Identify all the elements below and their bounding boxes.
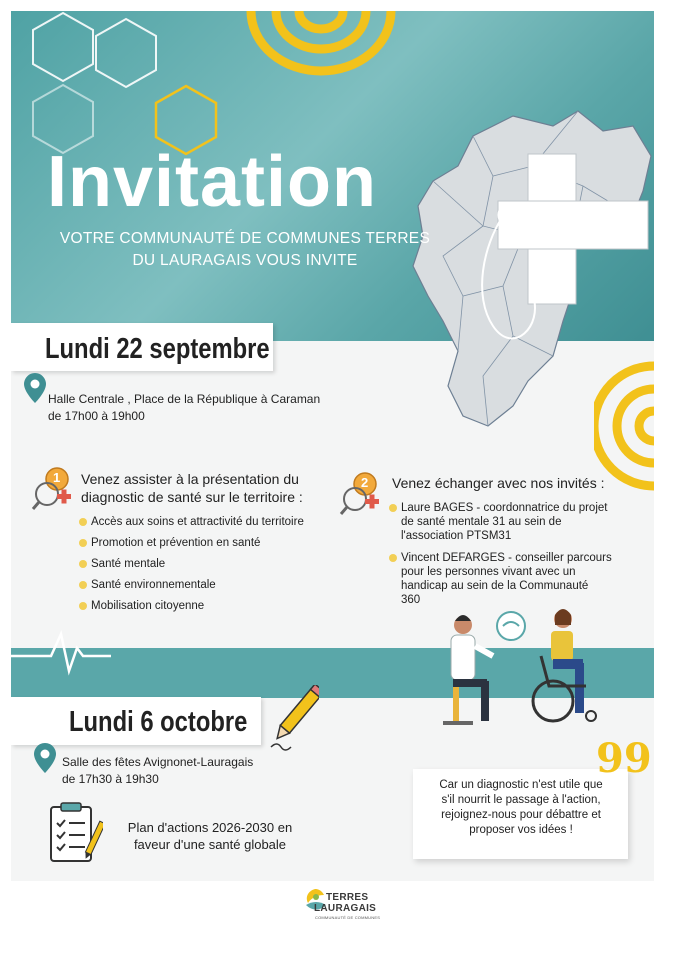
list-item: Promotion et prévention en santé [79,536,304,550]
list-item: Santé mentale [79,557,304,571]
section1-list [79,515,304,613]
clipboard-checklist-icon [45,801,103,867]
guest-2-line-2: pour les personnes vivant avec un [401,566,576,578]
quote-line-3: rejoignez-nous pour débattre et [441,809,601,821]
plan-line-1: Plan d'actions 2026-2030 en [127,820,293,835]
subtitle [35,228,455,272]
spiral-top-icon [241,11,401,91]
guest-1-line-1: Laure BAGES - coordonnatrice du projet [401,502,608,514]
guest-2-line-4: 360 [401,594,421,606]
location-pin-icon [23,371,47,405]
page-title: Invitation [47,142,377,222]
list-item: Santé environnementale [79,578,304,592]
hexagon-pattern [11,11,241,161]
logo-line-2: LAURAGAIS [314,903,377,914]
poster [11,11,654,937]
list-item: Mobilisation citoyenne [79,599,304,613]
event1-date: Lundi 22 septembre [45,333,270,365]
subtitle-line-1: VOTRE COMMUNAUTÉ DE COMMUNES TERRES [59,230,431,247]
quote-line-4: proposer vos idées ! [469,824,573,836]
event2-date: Lundi 6 octobre [69,706,248,738]
spiral-right-icon [594,361,654,491]
logo-line-1: TERRES [326,892,369,903]
section2-title: Venez échanger avec nos invités : [392,475,605,491]
section1-number: 1 [53,470,61,485]
doctor-patient-illustration [431,601,611,736]
guest-item [389,551,629,607]
guest-2-line-3: handicap au sein de la Communauté [401,580,589,592]
section1-title [81,470,303,506]
quote-line-1: Car un diagnostic n'est utile que [439,779,603,791]
list-item: Accès aux soins et attractivité du territoire [79,515,304,529]
guest-1-line-3: l'association PTSM31 [401,530,512,542]
event1-place: Halle Centrale , Place de la République à Caraman [48,392,321,406]
guest-1-line-2: de santé mentale 31 au sein de [401,516,562,528]
event2-time: de 17h30 à 19h30 [62,772,159,786]
plan-line-2: faveur d'une santé globale [133,837,287,852]
guest-2-line-1: Vincent DEFARGES - conseiller parcours [401,552,612,564]
plan-text [107,819,313,853]
location-pin-icon [33,741,57,775]
quote-mark-icon: 99 [596,735,652,782]
guest-item [389,501,629,543]
section2-number: 2 [361,475,369,490]
section1-title-line-2: diagnostic de santé sur le territoire : [81,489,303,505]
pencil-icon [269,685,319,755]
subtitle-line-2: DU LAURAGAIS VOUS INVITE [132,252,358,269]
event1-time: de 17h00 à 19h00 [48,409,145,423]
quote-text [417,778,625,838]
heartbeat-line-icon [11,626,111,676]
section1-title-line-1: Venez assister à la présentation du [81,471,299,487]
logo-line-3: COMMUNAUTÉ DE COMMUNES [315,915,381,920]
event2-place: Salle des fêtes Avignonet-Lauragais [62,755,254,769]
quote-line-2: s'il nourrit le passage à l'action, [441,794,601,806]
guest-list [389,501,629,607]
